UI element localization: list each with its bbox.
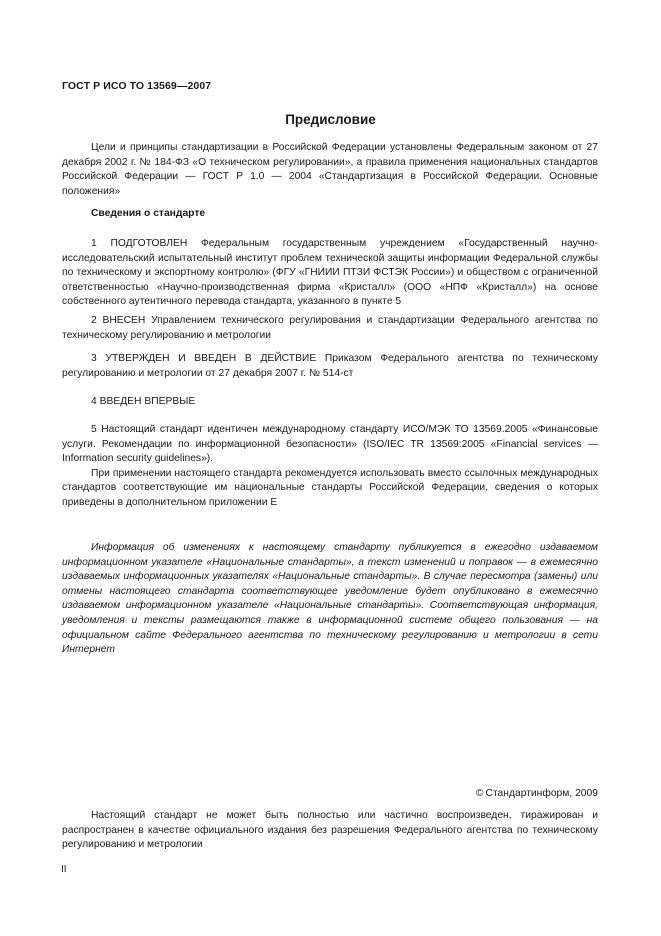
item-approved: 3 УТВЕРЖДЕН И ВВЕДЕН В ДЕЙСТВИЕ Приказом Федерального агентства по техническому регулированию и метрологии от 27 декабря 2007 г. № 514-ст <box>62 353 598 379</box>
item-identical-note: При применении настоящего стандарта рекомендуется использовать вместо ссылочных международных стандартов соответствующие им национальные стандарты Российской Федерации, сведения о которых приведены в дополнительном приложении Е <box>62 467 598 508</box>
document-code: ГОСТ Р ИСО ТО 13569—2007 <box>62 80 212 92</box>
item-2-block <box>62 314 598 343</box>
item-identical: 5 Настоящий стандарт идентичен международному стандарту ИСО/МЭК ТО 13569.2005 «Финансовые услуги. Рекомендации по информационной безопасности» (ISO/IEC TR 13569:2005 «Financial services — Information security guidelines»). <box>62 424 598 465</box>
changes-information: Информация об изменениях к настоящему стандарту публикуется в ежегодно издаваемом информационном указателе «Национальные стандарты», а текст изменений и поправок — в ежемесячно издаваемых информационных указателях «Национальные стандарты». В случае пересмотра (замены) или отмены настоящего стандарта соответствующее уведомление будет опубликовано в ежемесячно издаваемом информационном указателе «Национальные стандарты». Соответствующая информация, уведомления и тексты размещаются также в информационной системе общего пользования — на официальном сайте Федерального агентства по техническому регулированию и метрологии в сети Интернет <box>62 542 598 656</box>
item-1-block <box>62 237 598 310</box>
copyright-line <box>476 788 598 799</box>
item-4-block <box>62 395 598 410</box>
item-first-introduced: 4 ВВЕДЕН ВПЕРВЫЕ <box>91 396 196 407</box>
preface-title: Предисловие <box>285 112 376 127</box>
reproduction-notice-block <box>62 809 598 853</box>
item-5-block <box>62 423 598 511</box>
copyright-sign: © <box>475 788 484 799</box>
reproduction-notice: Настоящий стандарт не может быть полностью или частично воспроизведен, тиражирован и распространен в качестве официального издания без разрешения Федерального агентства по техническому регулированию и метрологии <box>62 810 598 851</box>
page-number: II <box>61 864 67 875</box>
item-submitted: 2 ВНЕСЕН Управлением технического регулирования и стандартизации Федерального агентства по техническому регулированию и метрологии <box>62 315 598 341</box>
preface-intro-block <box>62 141 598 199</box>
copyright-holder: Стандартинформ, 2009 <box>485 788 598 799</box>
item-prepared: 1 ПОДГОТОВЛЕН Федеральным государственным учреждением «Государственный научно-исследовательский испытательный институт проблем технической защиты информации Федеральной службы по техническому и экспортному контролю» (ФГУ «ГНИИИ ПТЗИ ФСТЭК России») и обществом с ограниченной ответственностью «Научно-производственная фирма «Кристалл» (ООО «НПФ «Кристалл») на основе собственного аутентичного перевода стандарта, указанного в пункте 5 <box>62 238 598 308</box>
preface-intro: Цели и принципы стандартизации в Российской Федерации установлены Федеральным законом от 27 декабря 2002 г. № 184-ФЗ «О техническом регулировании», а правила применения национальных стандартов Российской Федерации — ГОСТ Р 1.0 — 2004 «Стандартизация в Российской Федерации. Основные положения» <box>62 142 598 197</box>
item-3-block <box>62 352 598 381</box>
standard-info-heading: Сведения о стандарте <box>91 208 206 219</box>
